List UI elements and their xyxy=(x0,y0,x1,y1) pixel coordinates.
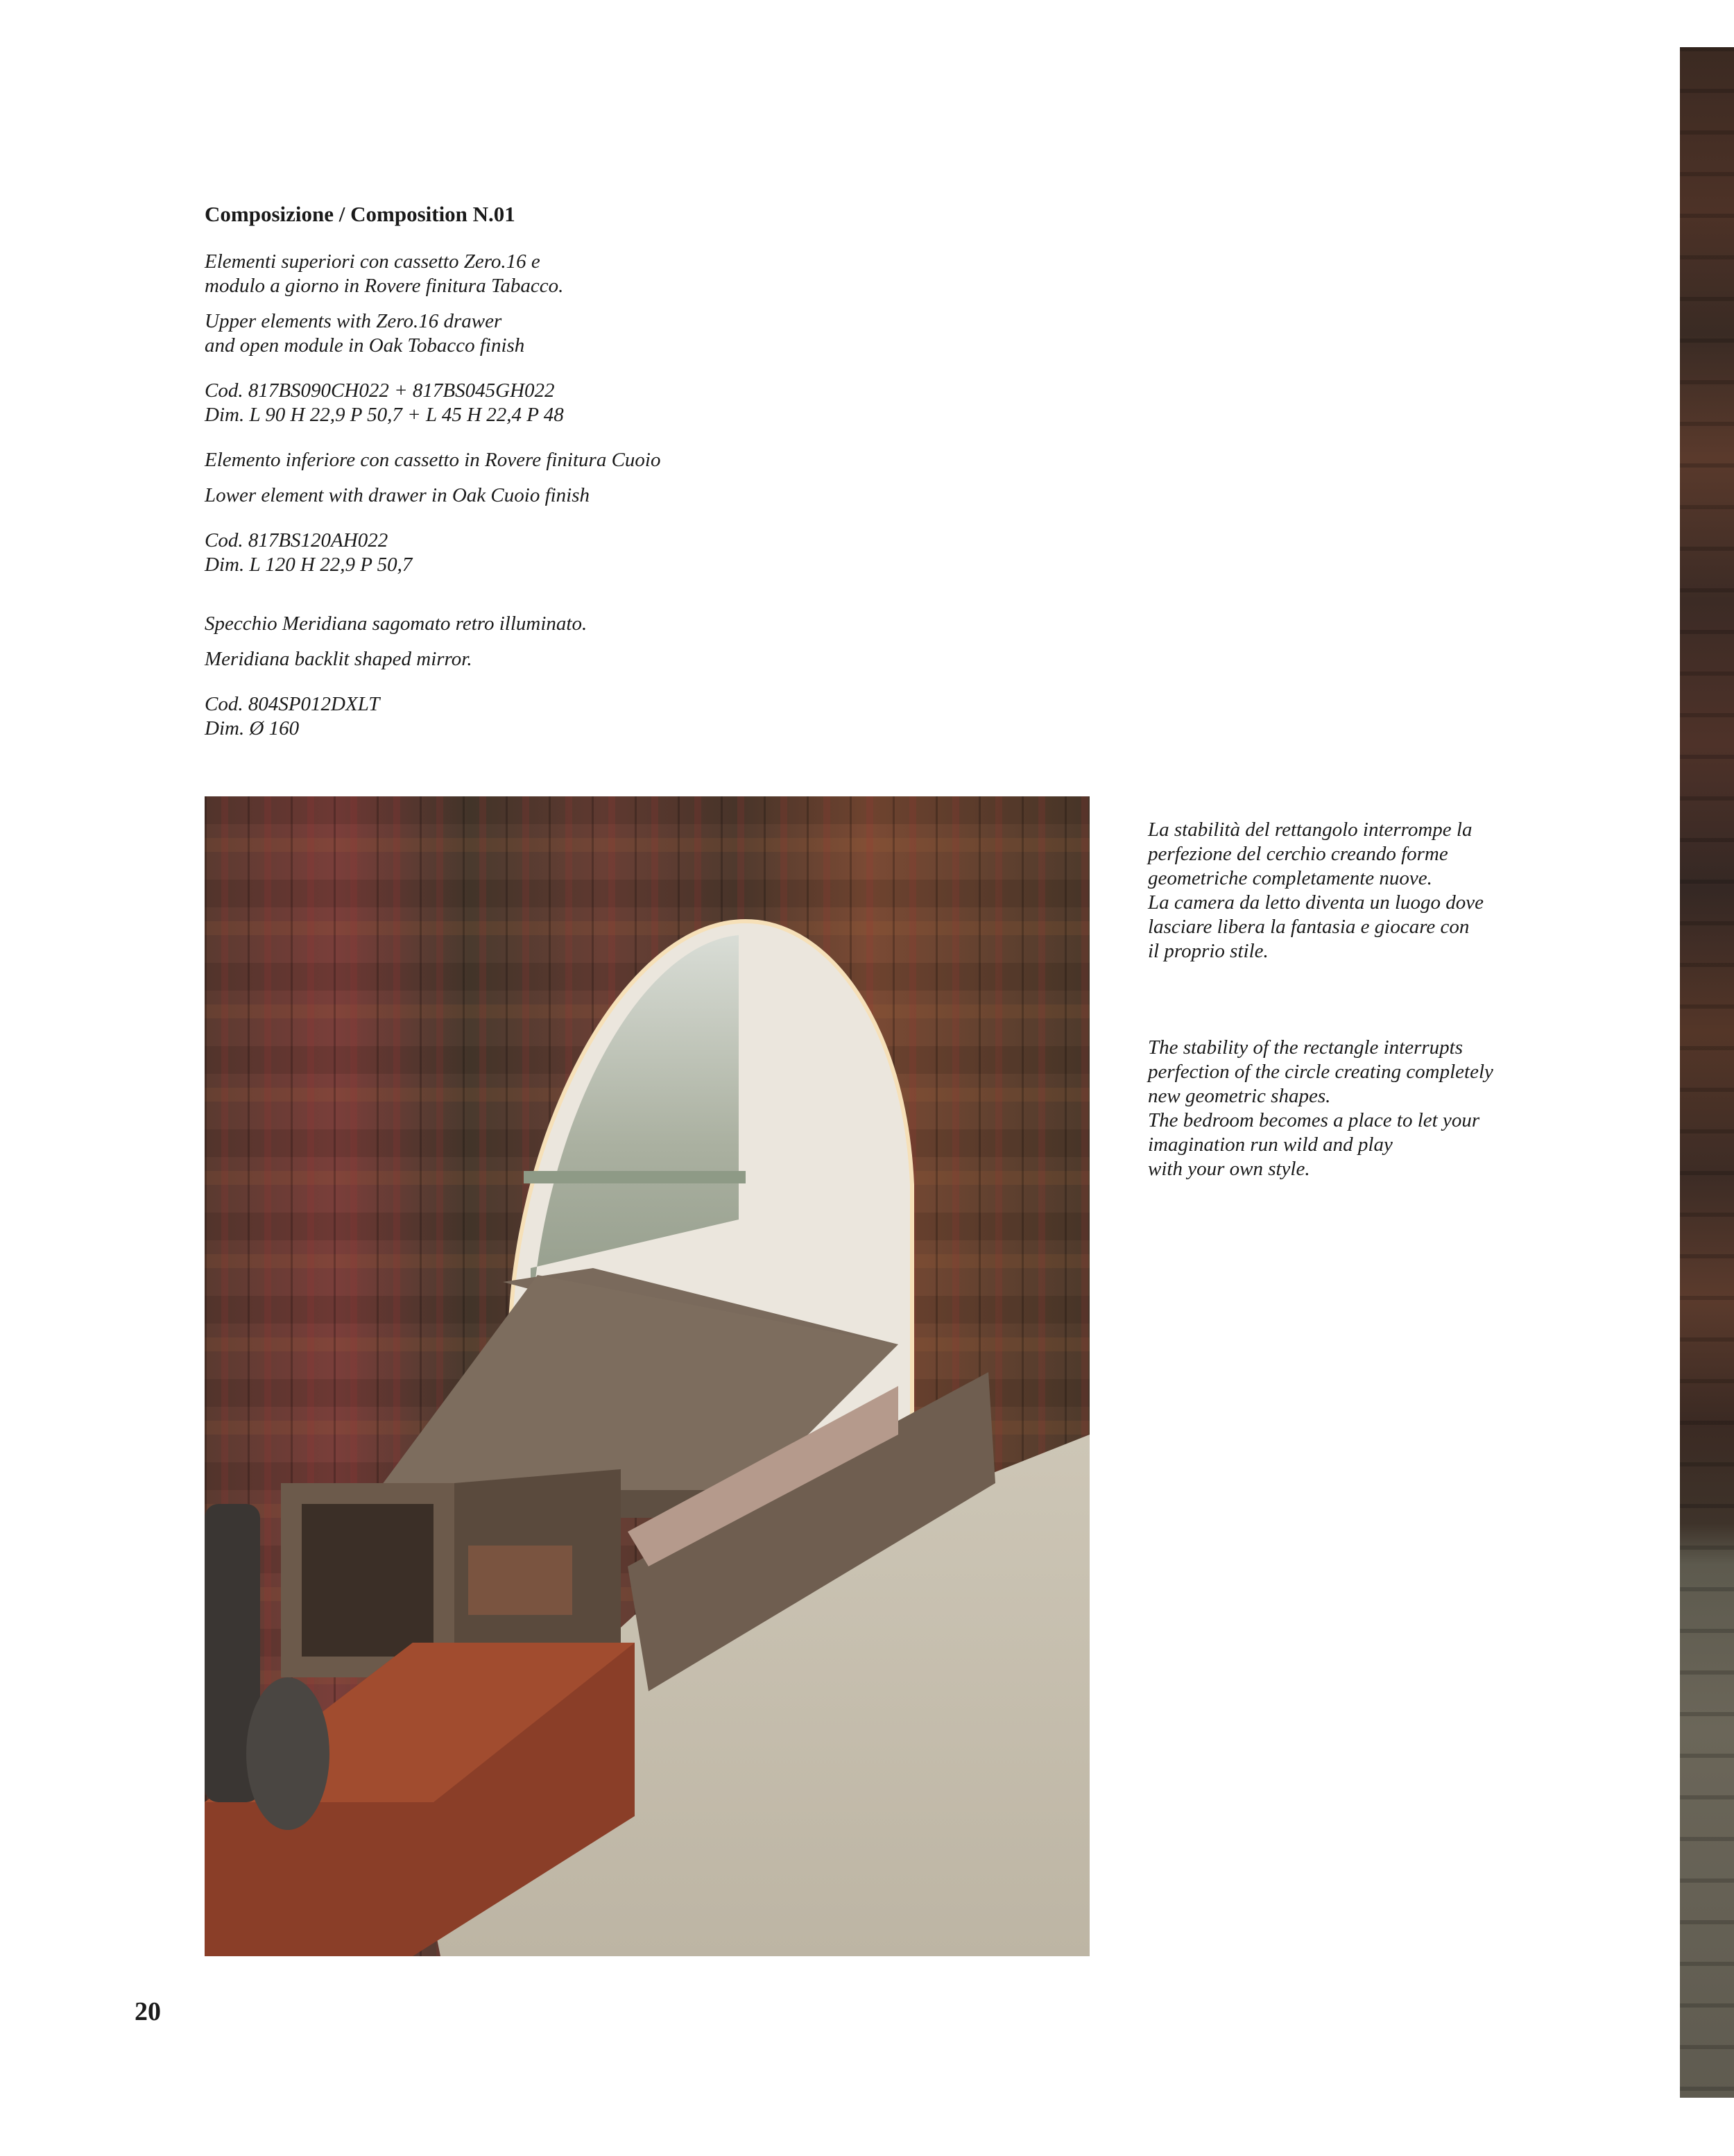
mirror-dimensions: Dim. Ø 160 xyxy=(205,717,300,739)
product-photo xyxy=(205,796,1090,1956)
upper-description-en: Upper elements with Zero.16 drawer and open module in Oak Tobacco finish xyxy=(205,310,525,357)
upper-description-it: Elementi superiori con cassetto Zero.16 e modulo a giorno in Rovere finitura Tabacco. xyxy=(205,250,564,297)
lower-description-it: Elemento inferiore con cassetto in Rovere finitura Cuoio xyxy=(205,449,661,471)
composition-specs xyxy=(205,201,773,741)
description-it: La stabilità del rettangolo interrompe la perfezione del cerchio creando forme geometriche completamente nuove. La camera da letto diventa un luogo dove lasciare libera la fantasia e giocare con il proprio stile. xyxy=(1148,819,1484,962)
upper-dimensions: Dim. L 90 H 22,9 P 50,7 + L 45 H 22,4 P 48 xyxy=(205,404,564,426)
upper-code: Cod. 817BS090CH022 + 817BS045GH022 xyxy=(205,379,555,402)
collection-description xyxy=(1148,794,1578,1206)
page-number: 20 xyxy=(135,1997,161,2026)
mirror-description-en: Meridiana backlit shaped mirror. xyxy=(205,648,472,670)
composition-heading: Composizione / Composition N.01 xyxy=(205,202,515,226)
lower-description-en: Lower element with drawer in Oak Cuoio finish xyxy=(205,484,590,506)
edge-wallpaper-strip xyxy=(1680,47,1734,2098)
mirror-description-it: Specchio Meridiana sagomato retro illuminato. xyxy=(205,613,587,635)
lower-dimensions: Dim. L 120 H 22,9 P 50,7 xyxy=(205,554,413,576)
lower-code: Cod. 817BS120AH022 xyxy=(205,529,388,551)
description-en: The stability of the rectangle interrupts perfection of the circle creating completely new geometric shapes. The bedroom becomes a place to let your imagination run wild and play with your own style. xyxy=(1148,1036,1493,1180)
mirror-code: Cod. 804SP012DXLT xyxy=(205,693,380,715)
